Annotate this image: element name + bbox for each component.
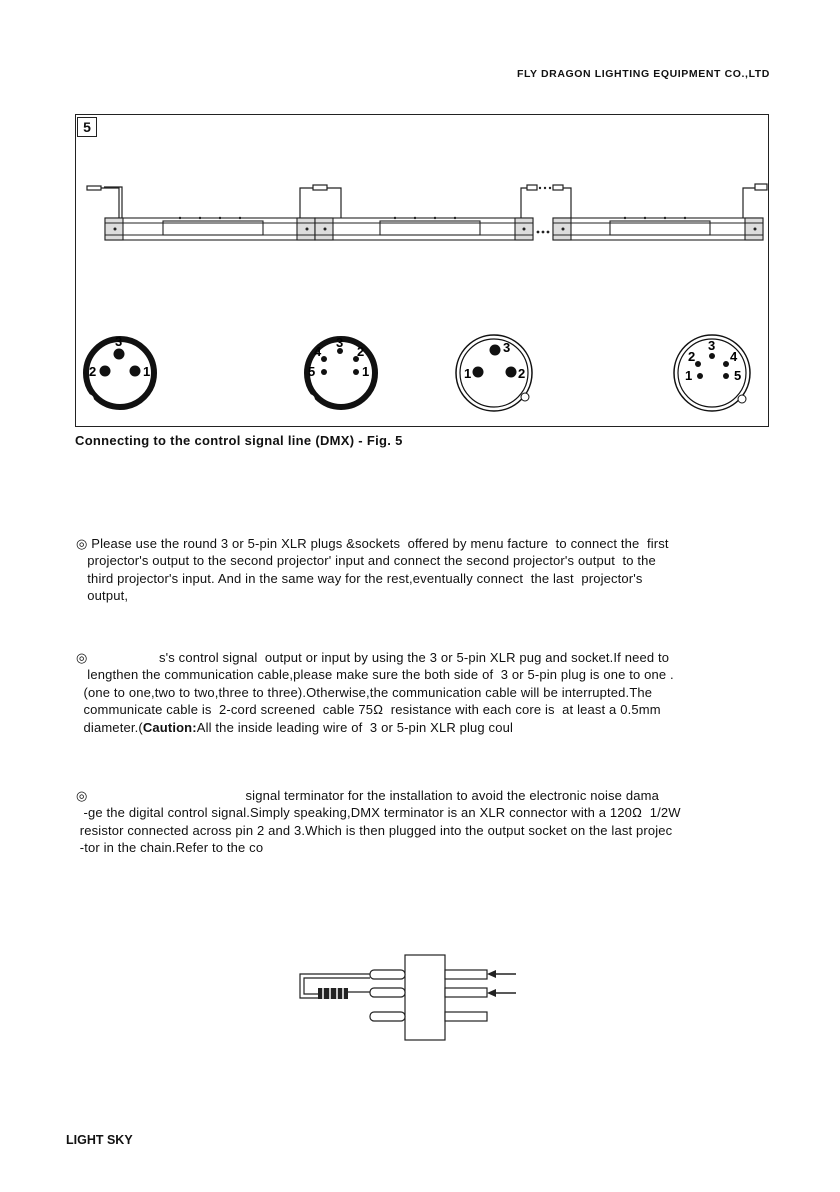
dmx-terminator-diagram bbox=[290, 950, 530, 1050]
paragraph-line: All the inside leading wire of 3 or 5-pin XLR plug coul bbox=[196, 719, 514, 735]
paragraph-line: Please use the round 3 or 5-pin XLR plugs &sockets offered by menu facture to connect the first bbox=[91, 536, 669, 551]
paragraph-line: lengthen the communication cable,please make sure the both side of 3 or 5-pin plug is one to one . bbox=[87, 667, 674, 683]
xlr-3pin-male-connector bbox=[82, 334, 154, 407]
terminator-lead bbox=[370, 988, 405, 997]
pin-label: 1 bbox=[464, 366, 472, 381]
figure-number: 5 bbox=[77, 117, 97, 137]
pin-label: 2 bbox=[688, 349, 696, 364]
pin-label: 1 bbox=[143, 364, 151, 379]
resistor-icon bbox=[318, 988, 348, 999]
paragraph-line: resistor connected across pin 2 and 3.Which is then plugged into the output socket on the last projec bbox=[79, 822, 673, 838]
paragraph-line: signal terminator for the installation to avoid the electronic noise dama bbox=[245, 788, 659, 803]
xlr-5pin-male-connector bbox=[303, 335, 375, 407]
pin-label: 5 bbox=[734, 368, 742, 383]
xlr-pin bbox=[445, 988, 487, 997]
bullet-icon: ◎ bbox=[76, 788, 88, 803]
dmx-cable bbox=[327, 188, 341, 218]
paragraph-line: projector's output to the second projector' input and connect the second projector's output to the bbox=[87, 553, 656, 569]
terminator-lead bbox=[370, 1012, 405, 1021]
xlr-pin bbox=[445, 970, 487, 979]
xlr-3pin-female-connector bbox=[456, 335, 532, 411]
pin-label: 1 bbox=[362, 364, 370, 379]
paragraph-line: third projector's input. And in the same way for the rest,eventually connect the last projector's bbox=[87, 570, 643, 586]
paragraph-line: s's control signal output or input by using the 3 or 5-pin XLR pug and socket.If need to bbox=[158, 650, 670, 665]
paragraph-1 bbox=[76, 535, 669, 605]
cable-plug bbox=[553, 185, 563, 190]
footer-brand: LIGHT SKY bbox=[66, 1133, 133, 1147]
paragraph-3 bbox=[76, 787, 681, 857]
paragraph-line: -ge the digital control signal.Simply speaking,DMX terminator is an XLR connector with a 120Ω 1/2W bbox=[83, 805, 681, 821]
pin-label: 3 bbox=[336, 335, 344, 350]
light-bar-2 bbox=[315, 218, 533, 240]
xlr-connector-body bbox=[405, 955, 445, 1040]
bullet-icon: ◎ bbox=[76, 650, 88, 665]
pin-label: 1 bbox=[685, 368, 693, 383]
pin-label: 2 bbox=[518, 366, 526, 381]
paragraph-line: communicate cable is 2-cord screened cable 75Ω resistance with each core is at least a 0.5mm bbox=[83, 702, 661, 718]
pin-label: 3 bbox=[115, 334, 123, 349]
pin-label: 5 bbox=[308, 364, 316, 379]
pin-label: 4 bbox=[730, 349, 738, 364]
figure-caption: Connecting to the control signal line (DMX) - Fig. 5 bbox=[75, 433, 403, 448]
paragraph-line: -tor in the chain.Refer to the co bbox=[79, 840, 264, 856]
dmx-cable bbox=[563, 188, 571, 218]
pin-label: 2 bbox=[89, 364, 97, 379]
dmx-cable bbox=[300, 188, 313, 218]
dmx-cable bbox=[101, 188, 119, 218]
pin-label: 3 bbox=[503, 340, 511, 355]
pin-label: 3 bbox=[708, 338, 716, 353]
cable-plug bbox=[87, 186, 101, 190]
caution-label: Caution: bbox=[142, 719, 197, 735]
company-name: FLY DRAGON LIGHTING EQUIPMENT CO.,LTD bbox=[516, 68, 770, 80]
bullet-icon: ◎ bbox=[76, 536, 88, 551]
cable-plug bbox=[755, 184, 767, 190]
dmx-cable bbox=[521, 188, 527, 218]
pin-label: 4 bbox=[314, 344, 322, 359]
pin-label: 2 bbox=[357, 344, 365, 359]
paragraph-line: (one to one,two to two,three to three).Otherwise,the communication cable will be interrupted.The bbox=[83, 684, 653, 700]
xlr-5pin-female-connector bbox=[674, 335, 750, 411]
dmx-connection-diagram bbox=[75, 114, 769, 427]
paragraph-line: output, bbox=[87, 588, 129, 604]
arrow-icon bbox=[487, 970, 516, 997]
cable-plug bbox=[527, 185, 537, 190]
paragraph-2 bbox=[76, 649, 674, 736]
light-bar-3 bbox=[553, 218, 763, 240]
light-bar-1 bbox=[105, 218, 315, 240]
xlr-pin bbox=[445, 1012, 487, 1021]
terminator-lead bbox=[370, 970, 405, 979]
paragraph-line: diameter.( bbox=[83, 719, 143, 735]
cable-plug bbox=[313, 185, 327, 190]
dmx-cable bbox=[743, 188, 755, 218]
